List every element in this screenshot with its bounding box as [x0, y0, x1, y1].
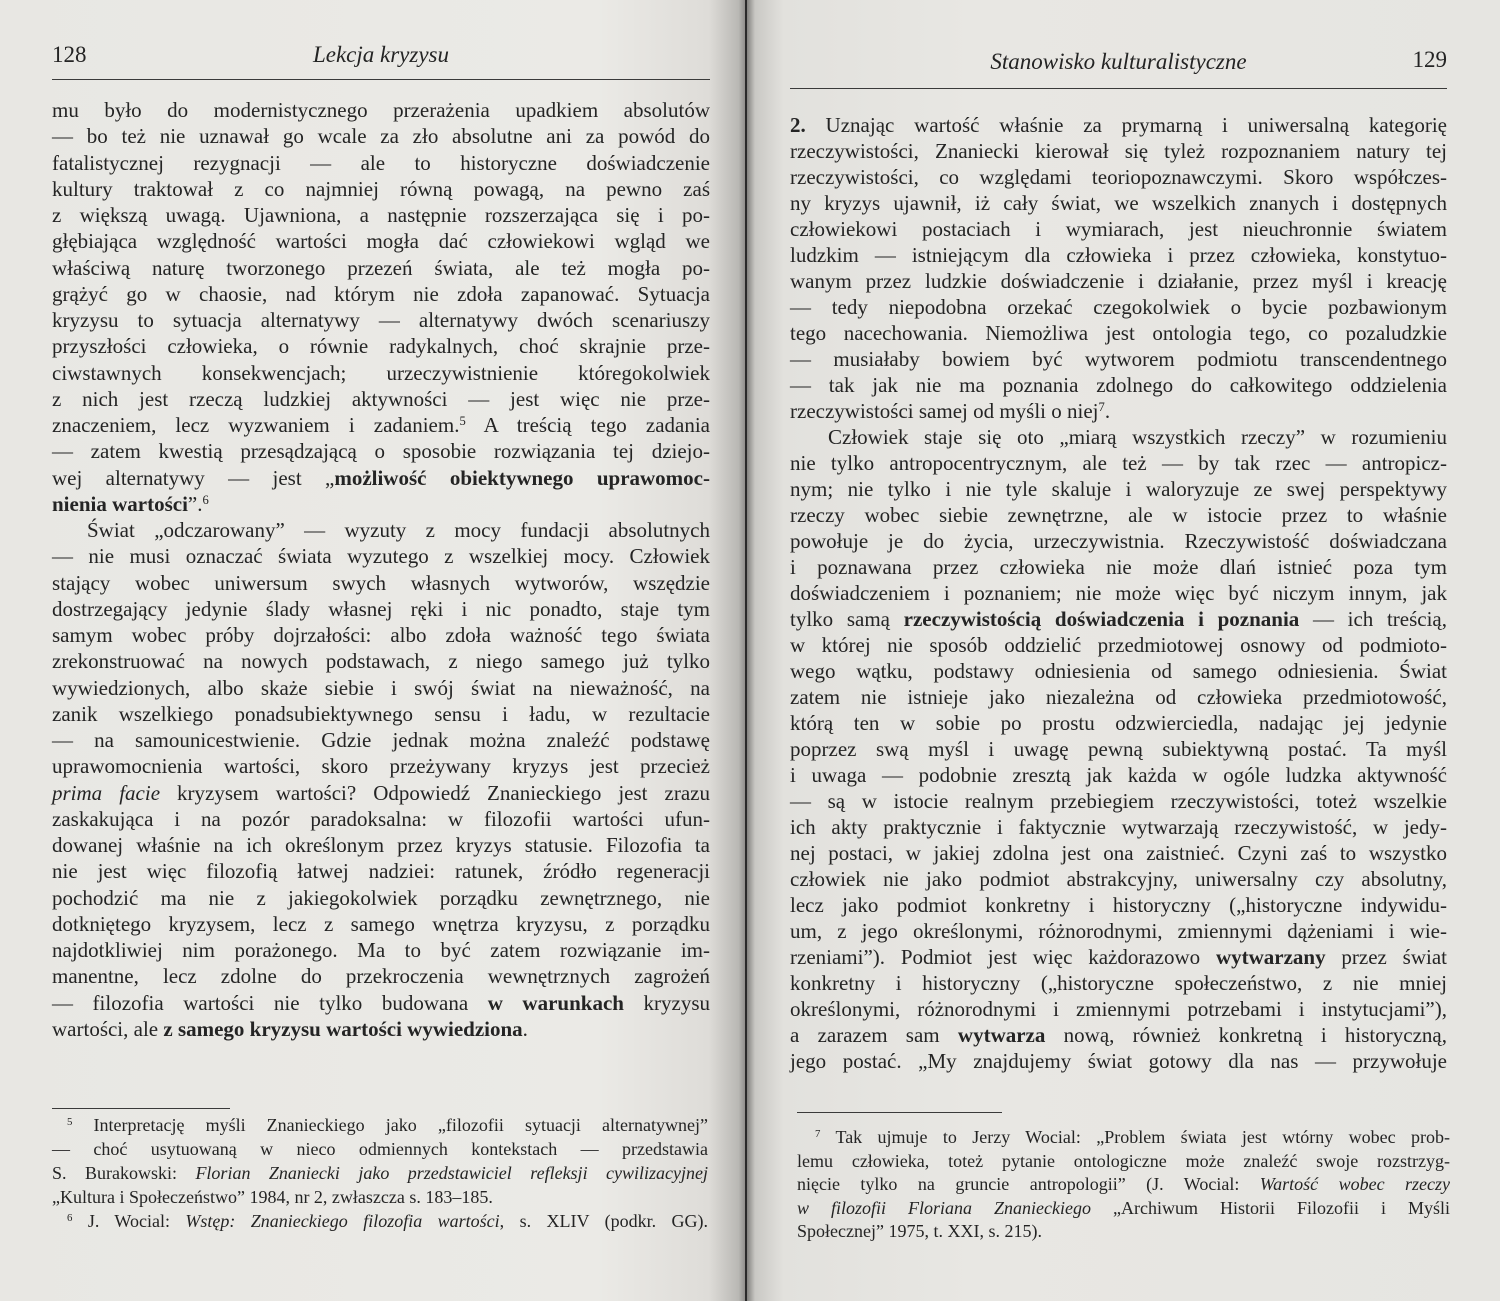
body-line — [52, 465, 710, 491]
text-run: człowiek nie jako podmiot abstrakcyjny, uniwersalny czy absolutny, — [790, 867, 1447, 891]
footnote-line — [52, 1113, 708, 1137]
line-text — [790, 347, 1447, 371]
line-text — [790, 477, 1447, 501]
text-run: dowanej właśnie na ich określonym przez kryzys statusie. Filozofia ta — [52, 833, 710, 857]
body-line — [52, 97, 710, 123]
line-text — [790, 555, 1447, 579]
line-text — [797, 1151, 1450, 1171]
line-text — [790, 581, 1447, 605]
body-line — [790, 580, 1447, 606]
line-text — [87, 518, 710, 542]
text-run: rzeniami”). Podmiot jest więc każdorazowo — [790, 945, 1216, 969]
body-line — [52, 228, 710, 254]
line-text — [790, 139, 1447, 163]
body-line — [790, 918, 1447, 944]
text-run: lemu człowieka, toteż pytanie ontologiczne może znaleźć swoje rozstrzyg- — [797, 1150, 1450, 1171]
line-text — [52, 938, 710, 962]
footnote-line — [797, 1220, 1450, 1244]
footnote-marker: 7 — [1098, 400, 1105, 415]
body-line — [790, 658, 1447, 684]
bold-text: w warunkach — [487, 990, 624, 1015]
body-line — [790, 762, 1447, 788]
bold-text: 2. — [790, 113, 806, 137]
footnote-marker: 5 — [67, 1116, 73, 1129]
line-text — [52, 439, 710, 463]
text-run: tylko samą — [790, 607, 904, 631]
body-line — [790, 736, 1447, 762]
line-text — [790, 503, 1447, 527]
body-line — [52, 780, 710, 806]
line-text — [790, 659, 1447, 683]
line-text — [52, 544, 710, 568]
body-line — [790, 424, 1447, 450]
text-run: „Kultura i Społeczeństwo” 1984, nr 2, zwłaszcza s. 183–185. — [52, 1187, 493, 1207]
line-text — [52, 229, 710, 253]
body-line — [790, 398, 1447, 424]
line-text — [790, 373, 1447, 397]
text-run: manentne, lecz zdolne do przekroczenia wewnętrznych zagrożeń — [52, 964, 710, 989]
text-run: — nie musi oznaczać świata wyzutego z wszelkiej mocy. Człowiek — [52, 544, 710, 569]
body-line — [52, 123, 710, 149]
line-text — [790, 867, 1447, 891]
footnote-line — [52, 1137, 708, 1161]
text-run: jego postać. „My znajdujemy świat gotowy dla nas — przywołuje — [790, 1049, 1447, 1073]
line-text — [790, 451, 1447, 475]
line-text — [797, 1198, 1450, 1218]
text-run: najdotkliwiej nim porażonego. Ma to być zatem rozwiązanie im- — [52, 938, 710, 962]
text-run: ”. — [187, 491, 203, 516]
text-run: poprzez swą myśl i uwagę pewną subiektywną postać. Ta myśl — [790, 737, 1447, 761]
text-run: wywiedzionych, albo skaże siebie i swój świat na nieważność, na — [52, 675, 710, 700]
text-run: — tak jak nie ma poznania zdolnego do całkowitego oddzielenia — [790, 373, 1447, 397]
text-run: — musiałaby bowiem być wytworem podmiotu transcendentnego — [790, 347, 1447, 371]
body-line — [790, 112, 1447, 138]
italic-text: Florian Znaniecki jako przedstawiciel refleksji cywilizacyjnej — [195, 1163, 708, 1183]
line-text — [52, 754, 710, 778]
text-run: którą ten w sobie po prostu odzwierciedla, nadając jej jedynie — [790, 711, 1447, 735]
line-text — [52, 649, 710, 673]
body-line — [52, 176, 710, 202]
body-line — [52, 517, 710, 543]
italic-text: Wstęp: Znanieckiego filozofia wartości — [185, 1211, 500, 1231]
line-text — [52, 492, 209, 516]
text-run: i poznawana przez człowieka nie może dlań istnieć poza tym — [790, 555, 1447, 579]
body-line — [790, 216, 1447, 242]
body-line — [790, 1022, 1447, 1048]
text-run: powołuje je do życia, urzeczywistnia. Rzeczywistość doświadczana — [790, 529, 1447, 553]
text-run: . — [522, 1016, 528, 1041]
body-line — [790, 138, 1447, 164]
text-run: rzeczywistości, Znaniecki kierował się tyleż rozpoznaniem natury tej — [790, 139, 1447, 163]
text-run: rzeczywistości samej od myśli o niej — [790, 399, 1099, 423]
text-run: Uznając wartość właśnie za prymarną i uniwersalną kategorię — [805, 113, 1447, 137]
line-text — [790, 529, 1447, 553]
line-text — [52, 308, 710, 332]
line-text — [52, 124, 710, 148]
line-text — [790, 841, 1447, 865]
body-line — [790, 502, 1447, 528]
body-line — [790, 190, 1447, 216]
body-line — [52, 386, 710, 412]
text-run: — na samounicestwienie. Gdzie jednak można znaleźć podstawę — [52, 728, 710, 752]
bold-text: wytwarzany — [1215, 945, 1326, 969]
footnote-marker: 6 — [67, 1212, 73, 1225]
body-line — [52, 648, 710, 674]
text-run: — tedy niepodobna orzekać czegokolwiek o bycie pozbawionym — [790, 295, 1447, 319]
left-page-number: 128 — [52, 42, 87, 67]
line-text — [790, 685, 1447, 709]
body-line — [52, 806, 710, 832]
line-text — [790, 893, 1447, 917]
line-text — [797, 1221, 1042, 1241]
text-run: — choć usytuowaną w nieco odmiennych kontekstach — przedstawia — [52, 1139, 708, 1159]
right-footnote-rule — [797, 1112, 1002, 1113]
line-text — [790, 919, 1447, 943]
text-run: nej postaci, w jakiej zdolna jest ona zaistnieć. Czyni zaś to wszystko — [790, 841, 1447, 865]
body-line — [52, 255, 710, 281]
body-line — [52, 727, 710, 753]
body-line — [52, 307, 710, 333]
line-text — [52, 833, 710, 857]
line-text — [790, 711, 1447, 735]
text-run: ny kryzys ujawnił, iż cały świat, we wszelkich znanych i dostępnych — [790, 191, 1447, 215]
text-run: lecz jako podmiot konkretny i historyczny („historyczne indywidu- — [790, 893, 1447, 917]
right-body-text — [790, 112, 1447, 1074]
line-text — [52, 98, 710, 122]
left-footnote-rule — [52, 1108, 230, 1109]
text-run: a zarazem sam — [790, 1023, 958, 1047]
text-run: zaskakująca i na pozór paradoksalna: w filozofii wartości ufun- — [52, 806, 710, 831]
line-text — [52, 597, 710, 621]
line-text — [52, 203, 710, 227]
body-line — [52, 832, 710, 858]
body-line — [790, 476, 1447, 502]
body-line — [790, 866, 1447, 892]
line-text — [790, 295, 1447, 319]
body-line — [52, 570, 710, 596]
text-run: zrekonstruować na nowych podstawach, z niego samego już tylko — [52, 649, 710, 674]
body-line — [790, 1048, 1447, 1074]
line-text — [790, 269, 1447, 293]
line-text — [52, 151, 710, 175]
line-text — [52, 387, 710, 411]
body-line — [52, 360, 710, 386]
text-run: um, z jego określonymi, różnorodnymi, zmiennymi dążeniami i wie- — [790, 919, 1447, 943]
line-text — [790, 191, 1447, 215]
body-line — [790, 528, 1447, 554]
line-text — [815, 1127, 1450, 1147]
text-run: — bo też nie uznawał go wcale za zło absolutne ani za powód do — [52, 124, 710, 149]
body-line — [52, 281, 710, 307]
footnote-line — [52, 1185, 708, 1209]
text-run: Świat „odczarowany” — wyzuty z mocy fundacji absolutnych — [87, 518, 710, 542]
line-text — [52, 1017, 528, 1041]
body-line — [52, 675, 710, 701]
text-run: nową, również konkretną i historyczną, — [1045, 1023, 1447, 1047]
body-line — [52, 438, 710, 464]
line-text — [790, 789, 1447, 813]
line-text — [790, 321, 1447, 345]
line-text — [790, 1049, 1447, 1073]
line-text — [52, 676, 710, 700]
line-text — [52, 964, 710, 988]
line-text — [52, 623, 710, 647]
line-text — [790, 971, 1447, 995]
text-run: kryzysem wartości? Odpowiedź Znanieckiego jest zrazu — [160, 780, 710, 805]
line-text — [52, 912, 710, 936]
line-text — [52, 702, 710, 726]
footnote-line — [797, 1197, 1450, 1221]
text-run: uprawomocnienia wartości, skoro przeżywany kryzys jest przecież — [52, 754, 710, 779]
body-line — [790, 606, 1447, 632]
line-text — [67, 1115, 708, 1135]
text-run: ich akty praktycznie i faktycznie wytwarzają rzeczywistość, w jedy- — [790, 815, 1447, 839]
line-text — [790, 815, 1447, 839]
bold-text: możliwość obiektywnego uprawomoc- — [334, 465, 710, 490]
line-text — [52, 571, 710, 595]
body-line — [52, 885, 710, 911]
text-run: — zatem kwestią przesądzającą o sposobie rozwiązania tej dziejo- — [52, 439, 710, 464]
text-run: wartości, ale — [52, 1016, 164, 1041]
body-line — [790, 684, 1447, 710]
text-run: wej alternatywy — jest „ — [52, 465, 335, 490]
body-line — [52, 333, 710, 359]
body-line — [52, 412, 710, 438]
text-run: samym wobec próby dojrzałości: albo zdoła ważność tego świata — [52, 623, 710, 647]
body-line — [52, 858, 710, 884]
text-run: Interpretację myśli Znanieckiego jako „filozofii sytuacji alternatywnej” — [72, 1115, 708, 1135]
footnote-line — [52, 1209, 708, 1233]
line-text — [52, 466, 710, 490]
right-page-number: 129 — [1412, 47, 1447, 72]
text-run: — są w istocie realnym przebiegiem rzeczywistości, toteż wszelkie — [790, 789, 1447, 813]
body-line — [790, 294, 1447, 320]
footnote-line — [797, 1150, 1450, 1174]
line-text — [790, 997, 1447, 1021]
body-line — [790, 944, 1447, 970]
body-line — [790, 996, 1447, 1022]
line-text — [52, 1163, 708, 1183]
footnote-line — [52, 1161, 708, 1185]
line-text — [52, 886, 710, 910]
text-run: „Archiwum Historii Filozofii i Myśli — [1091, 1197, 1450, 1218]
line-text — [790, 1023, 1447, 1047]
text-run: konkretny i historyczny („historyczne społeczeństwo, z nie mniej — [790, 971, 1447, 995]
body-line — [790, 970, 1447, 996]
text-run: wego wątku, podstawy odniesienia od samego odniesienia. Świat — [790, 659, 1447, 683]
text-run: kryzysu — [623, 990, 710, 1015]
body-line — [790, 632, 1447, 658]
line-text — [790, 243, 1447, 267]
bold-text: wytwarza — [957, 1023, 1046, 1047]
line-text — [52, 807, 710, 831]
text-run: — filozofia wartości nie tylko budowana — [52, 990, 488, 1015]
text-run: znaczeniem, lecz wyzwaniem i zadaniem. — [52, 413, 460, 437]
body-line — [52, 990, 710, 1016]
text-run: z nich jest rzeczą ludzkiej aktywności — jest więc nie prze- — [52, 386, 710, 411]
line-text — [52, 256, 710, 280]
text-run: fatalistycznej rezygnacji — ale to historyczne doświadczenie — [52, 150, 710, 175]
text-run: — ich treścią, — [1299, 607, 1447, 631]
bold-text: rzeczywistością doświadczenia i poznania — [903, 607, 1300, 631]
text-run: mu było do modernistycznego przerażenia upadkiem absolutów — [52, 98, 710, 122]
body-line — [52, 963, 710, 989]
line-text — [790, 945, 1447, 969]
footnote-marker: 5 — [459, 414, 466, 429]
text-run: nie jest więc filozofią łatwej nadziei: ratunek, źródło regeneracji — [52, 859, 710, 884]
text-run: rzeczywistości, co względami teoriopoznawczymi. Skoro współczes- — [790, 165, 1447, 189]
line-text — [790, 633, 1447, 657]
italic-text: w filozofii Floriana Znanieckiego — [797, 1197, 1091, 1218]
text-run: w której nie sposób oddzielić przedmiotowej osnowy od podmioto- — [790, 633, 1447, 657]
text-run: nym; nie tylko i nie tyle skaluje i waloryzuje ze swej perspektywy — [790, 477, 1447, 501]
line-text — [52, 859, 710, 883]
body-line — [52, 491, 710, 517]
footnote-marker: 7 — [815, 1128, 821, 1141]
body-line — [52, 937, 710, 963]
line-text — [52, 361, 710, 385]
body-line — [52, 1016, 710, 1042]
text-run: głębiająca względność wartości mogła dać człowiekowi wgląd we — [52, 229, 710, 254]
line-text — [797, 1174, 1450, 1194]
bold-text: z samego kryzysu wartości wywiedziona — [163, 1016, 523, 1041]
text-run: doświadczeniem i poznaniem; nie może więc być niczym innym, jak — [790, 581, 1447, 605]
line-text — [790, 737, 1447, 761]
body-line — [52, 622, 710, 648]
line-text — [52, 781, 710, 805]
text-run: wanym przez ludzkie doświadczenie i działanie, przez myśl i kreację — [790, 269, 1447, 293]
text-run: , s. XLIV (podkr. GG). — [499, 1211, 708, 1231]
line-text — [52, 728, 710, 752]
text-run: Społecznej” 1975, t. XXI, s. 215). — [797, 1221, 1042, 1241]
text-run: J. Wocial: — [72, 1211, 186, 1231]
body-line — [790, 814, 1447, 840]
text-run: rzeczy wobec siebie zewnętrzne, ale w istocie przez to właśnie — [790, 503, 1447, 527]
body-line — [52, 911, 710, 937]
line-text — [52, 177, 710, 201]
text-run: Człowiek staje się oto „miarą wszystkich rzeczy” w rozumieniu — [828, 425, 1447, 449]
text-run: kultury traktował z co najmniej równą powagą, na pewno zaś — [52, 176, 710, 201]
text-run: nięcie tylko na gruncie antropologii” (J. Wocial: — [797, 1174, 1260, 1194]
body-line — [52, 150, 710, 176]
footnote-marker: 6 — [202, 492, 209, 507]
line-text — [790, 165, 1447, 189]
body-line — [790, 346, 1447, 372]
text-run: z większą uwagą. Ujawniona, a następnie rozszerzająca się i po- — [52, 203, 710, 227]
text-run: ciwstawnych konsekwencjach; urzeczywistnienie któregokolwiek — [52, 360, 710, 385]
text-run: dotkniętego kryzysem, lecz z samego wnętrza kryzysu, z porządku — [52, 911, 710, 936]
body-line — [52, 543, 710, 569]
body-line — [790, 372, 1447, 398]
line-text — [790, 113, 1447, 137]
body-line — [790, 788, 1447, 814]
text-run: i uwaga — podobnie zresztą jak każda w ogóle ludzka aktywność — [790, 763, 1447, 787]
body-line — [790, 164, 1447, 190]
text-run: nie tylko antropocentrycznym, ale też — by tak rzec — antropicz- — [790, 451, 1447, 475]
left-footnotes — [52, 1113, 708, 1233]
body-line — [52, 202, 710, 228]
footnote-line — [797, 1173, 1450, 1197]
text-run: przez świat — [1325, 945, 1447, 969]
text-run: . — [1104, 399, 1111, 423]
right-running-head: Stanowisko kulturalistyczne — [990, 49, 1247, 74]
line-text — [790, 763, 1447, 787]
text-run: zatem nie istnieje jako niezależna od człowieka przedmiotowość, — [790, 685, 1447, 709]
body-line — [790, 554, 1447, 580]
line-text — [52, 334, 710, 358]
body-line — [52, 596, 710, 622]
footnote-line — [797, 1126, 1450, 1150]
line-text — [52, 1139, 708, 1159]
body-line — [790, 320, 1447, 346]
text-run: właściwą naturę tworzonego przezeń świata, ale też mogła po- — [52, 255, 710, 280]
line-text — [790, 399, 1110, 423]
body-line — [790, 450, 1447, 476]
right-header-rule — [790, 88, 1447, 89]
body-line — [790, 840, 1447, 866]
body-line — [790, 242, 1447, 268]
text-run: ludzkim — istniejącym dla człowieka i przez człowieka, konstytuo- — [790, 243, 1447, 267]
bold-text: nienia wartości — [52, 491, 188, 516]
line-text — [52, 991, 710, 1015]
text-run: S. Burakowski: — [52, 1163, 196, 1183]
italic-text: prima facie — [52, 780, 161, 805]
left-running-head: Lekcja kryzysu — [312, 42, 450, 67]
italic-text: Wartość wobec rzeczy — [1259, 1174, 1450, 1194]
body-line — [790, 268, 1447, 294]
left-header-rule — [52, 79, 710, 80]
line-text — [790, 607, 1447, 631]
book-gutter — [745, 0, 747, 1301]
line-text — [828, 425, 1447, 449]
line-text — [52, 1187, 493, 1207]
line-text — [52, 413, 710, 437]
body-line — [790, 710, 1447, 736]
body-line — [790, 892, 1447, 918]
text-run: przyszłości człowieka, o równie radykalnych, choć skrajnie prze- — [52, 334, 710, 359]
left-body-text — [52, 97, 710, 1042]
body-line — [52, 701, 710, 727]
text-run: stający wobec uniwersum swych własnych wytworów, wszędzie — [52, 570, 710, 595]
line-text — [67, 1211, 708, 1231]
text-run: kryzysu to sytuacja alternatywy — alternatywy dwóch scenariuszy — [52, 308, 710, 332]
line-text — [52, 282, 710, 306]
text-run: człowiekowi postaciach i wymiarach, jest nieuchronnie światem — [790, 217, 1447, 241]
text-run: tego nacechowania. Niemożliwa jest ontologia tego, co pozaludzkie — [790, 321, 1447, 345]
text-run: określonymi, różnorodnymi i zmiennymi potrzebami i instytucjami”), — [790, 997, 1447, 1021]
text-run: zanik wszelkiego ponadsubiektywnego sensu i ładu, w rezultacie — [52, 701, 710, 726]
text-run: Tak ujmuje to Jerzy Wocial: „Problem świata jest wtórny wobec prob- — [820, 1127, 1450, 1147]
text-run: A treścią tego zadania — [465, 413, 711, 437]
body-line — [52, 753, 710, 779]
right-footnotes — [797, 1126, 1450, 1244]
text-run: pochodzić ma nie z jakiegokolwiek porządku zewnętrznego, nie — [52, 885, 710, 910]
text-run: dostrzegający jedynie ślady własnej ręki i nic ponadto, staje tym — [52, 596, 710, 621]
line-text — [790, 217, 1447, 241]
text-run: grążyć go w chaosie, nad którym nie zdoła zapanować. Sytuacja — [52, 281, 710, 306]
